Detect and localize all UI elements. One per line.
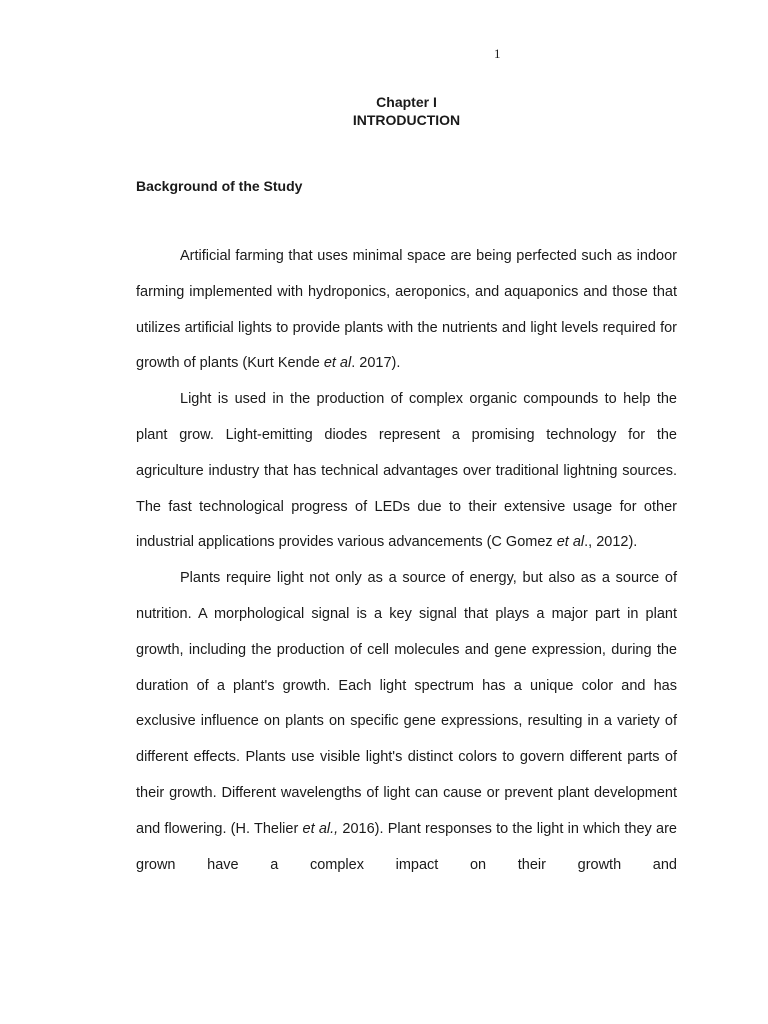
paragraph-text: . 2017). <box>351 355 401 372</box>
citation-etal: et al <box>556 534 585 551</box>
paragraph <box>136 239 677 382</box>
paragraph <box>136 382 677 561</box>
paragraph <box>136 561 677 883</box>
page-number: 1 <box>494 46 501 61</box>
section-heading: Background of the Study <box>136 178 303 194</box>
paragraph-text: Artificial farming that uses minimal space are being perfected such as indoor farming implemented with hydroponics, aeroponics, and aquaponics and those that utilizes artificial lights to provide plants with the nutrients and light levels required for growth of plants (Kurt Kende <box>136 248 677 372</box>
paragraph-text: Plants require light not only as a source of energy, but also as a source of nutrition. A morphological signal is a key signal that plays a major part in plant growth, including the production of cell molecules and gene expression, during the duration of a plant's growth. Each light spectrum has a unique color and has exclusive influence on plants on specific gene expressions, resulting in a variety of different effects. Plants use visible light's distinct colors to govern different parts of their growth. Different wavelengths of light can cause or prevent plant development and flowering. (H. Thelier <box>136 570 677 837</box>
citation-etal: et al., <box>302 820 339 837</box>
paragraph-text: ., 2012). <box>584 534 638 551</box>
paragraph-text: 2016). Plant responses to the light in which they are grown have a complex impact on their growth and <box>136 820 677 873</box>
paragraph-text: Light is used in the production of complex organic compounds to help the plant grow. Light-emitting diodes represent a promising technology for the agriculture industry that has technical advantages over traditional lightning sources. The fast technological progress of LEDs due to their extensive usage for other industrial applications provides various advancements (C Gomez <box>136 391 677 551</box>
chapter-title: INTRODUCTION <box>352 112 461 128</box>
citation-etal: et al <box>323 355 352 372</box>
body-text <box>136 239 677 883</box>
chapter-heading <box>136 93 677 129</box>
chapter-label: Chapter I <box>376 94 437 110</box>
